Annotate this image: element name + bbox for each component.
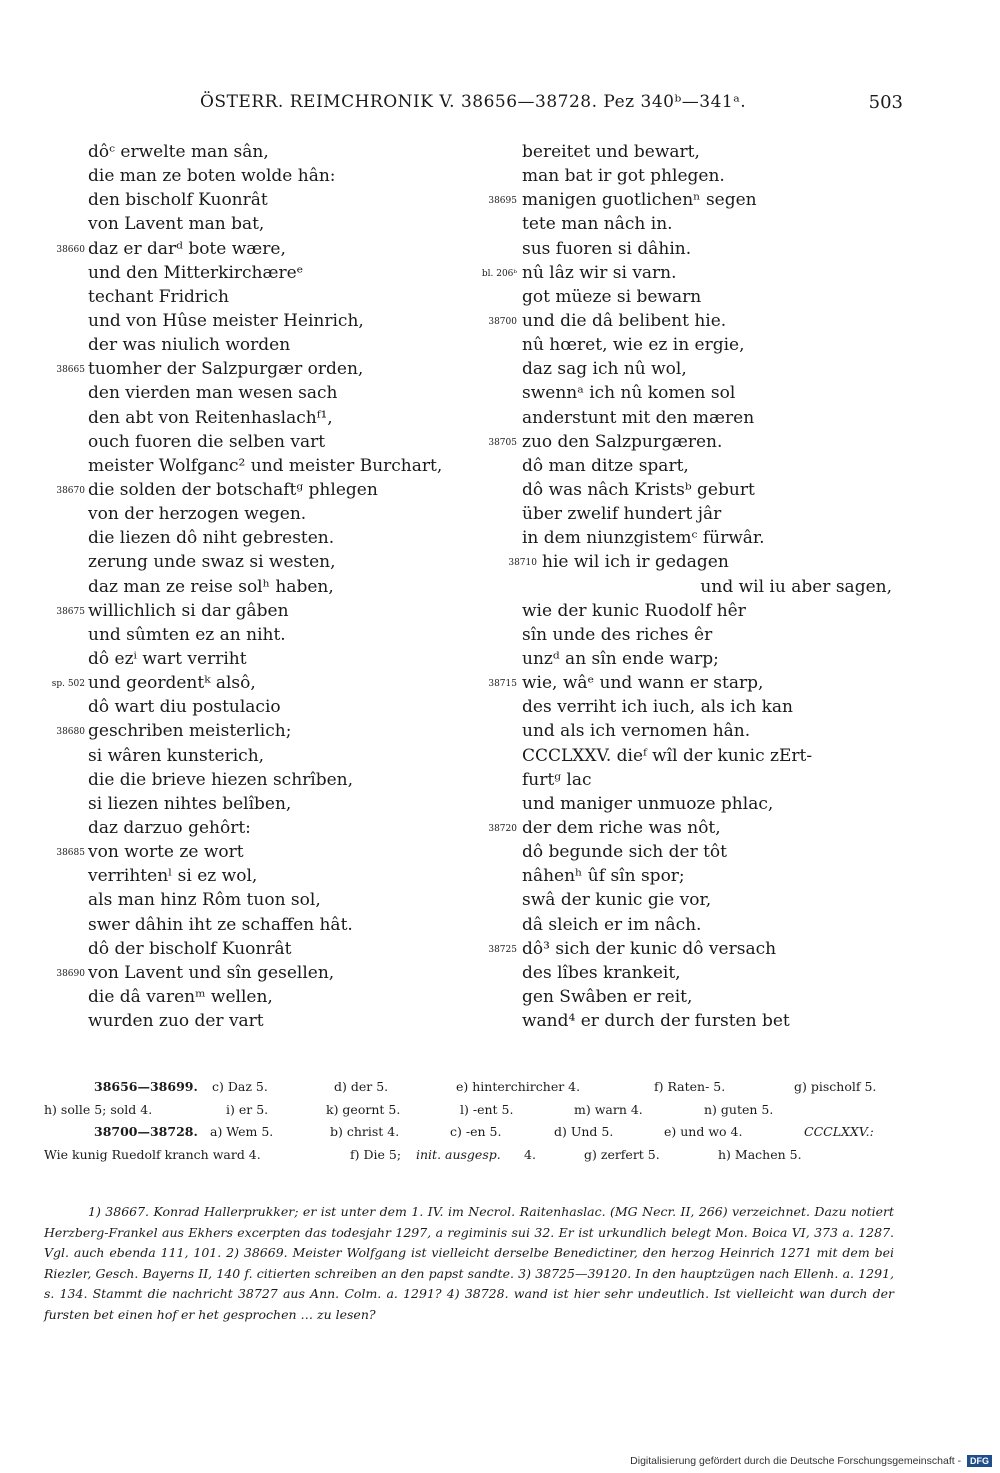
- apparatus-note: d) Und 5.: [554, 1124, 614, 1139]
- verse-text: furtᵍ lac: [522, 769, 592, 790]
- apparatus-note: k) geornt 5.: [326, 1101, 401, 1117]
- verse-text: des lîbes krankeit,: [522, 962, 681, 983]
- verse-text: der dem riche was nôt,: [522, 817, 721, 838]
- apparatus-note: e) und wo 4.: [664, 1124, 743, 1139]
- verse-text: bereitet und bewart,: [522, 142, 700, 162]
- verse-line: [51, 671, 488, 695]
- verse-line: [88, 406, 488, 430]
- apparatus-note: h) Machen 5.: [718, 1146, 802, 1162]
- verse-line: [88, 309, 488, 333]
- verse-line: [88, 333, 488, 357]
- verse-line: [522, 212, 922, 236]
- verse-text: wurden zuo der vart: [88, 1011, 264, 1032]
- verse-line: [522, 888, 922, 912]
- verse-text: willichlich si dar gâben: [88, 600, 289, 621]
- verse-line: [522, 575, 922, 599]
- verse-line: [522, 599, 922, 623]
- verse-text: die liezen dô niht gebresten.: [88, 528, 335, 549]
- dfg-logo: DFG: [967, 1455, 992, 1467]
- verse-text: die solden der botschaftᵍ phlegen: [88, 479, 378, 500]
- apparatus-note: g) zerfert 5.: [584, 1146, 660, 1162]
- verse-text: nû hœret, wie ez in ergie,: [522, 335, 745, 356]
- apparatus-note: h) solle 5; sold 4.: [44, 1101, 153, 1117]
- apparatus-note-italic: init. ausgesp.: [416, 1146, 501, 1162]
- apparatus-note: d) der 5.: [334, 1079, 389, 1094]
- verse-line: [508, 550, 922, 574]
- apparatus-note: CCCLXXV.:: [804, 1124, 874, 1139]
- verse-line: [522, 140, 922, 164]
- header-title: ÖSTERR. REIMCHRONIK V. 38656—38728. Pez 340ᵇ—341ᵃ.: [200, 92, 747, 112]
- apparatus-note: f) Raten- 5.: [654, 1079, 726, 1094]
- line-number: 38725: [488, 944, 517, 955]
- critical-apparatus: [44, 1076, 894, 1166]
- verse-text: swer dâhin iht ze schaffen hât.: [88, 914, 353, 935]
- verse-line: [56, 961, 488, 985]
- verse-line: [488, 309, 922, 333]
- line-number: 38680: [56, 727, 85, 738]
- verse-line: [88, 430, 488, 454]
- verse-text: daz man ze reise solʰ haben,: [88, 576, 334, 597]
- line-number: 38695: [488, 196, 517, 207]
- verse-line: [481, 261, 922, 285]
- verse-line: [56, 719, 488, 743]
- verse-line: [522, 864, 922, 888]
- verse-text: daz darzuo gehôrt:: [88, 817, 251, 838]
- verse-text: und als ich vernomen hân.: [522, 721, 751, 742]
- apparatus-note: b) christ 4.: [330, 1124, 400, 1139]
- verse-line: [88, 768, 488, 792]
- verse-line: [88, 454, 488, 478]
- verse-text: dô man ditze spart,: [522, 455, 689, 476]
- running-header: [0, 92, 1000, 120]
- verse-text: ouch fuoren die selben vart: [88, 431, 326, 452]
- verse-text: wie der kunic Ruodolf hêr: [522, 600, 746, 621]
- verse-text: dô wart diu postulacio: [88, 697, 281, 718]
- verse-line: [56, 478, 488, 502]
- apparatus-note: l) -ent 5.: [460, 1101, 514, 1117]
- verse-line: [522, 285, 922, 309]
- verse-line: [88, 502, 488, 526]
- apparatus-row: [44, 1076, 894, 1099]
- verse-line: [522, 623, 922, 647]
- line-number: 38675: [56, 606, 85, 617]
- verse-text: von der herzogen wegen.: [88, 504, 307, 525]
- apparatus-note: c) Daz 5.: [212, 1079, 268, 1094]
- verse-line: [522, 647, 922, 671]
- apparatus-range: 38656—38699.: [94, 1079, 198, 1094]
- right-verse-column: [481, 140, 922, 1033]
- verse-line: [522, 695, 922, 719]
- verse-text: und den Mitterkirchæreᵉ: [88, 262, 304, 283]
- line-number: 38700: [488, 316, 517, 327]
- verse-text: hie wil ich ir gedagen: [542, 552, 729, 573]
- apparatus-note: n) guten 5.: [704, 1101, 774, 1117]
- verse-text: nû lâz wir si varn.: [522, 262, 677, 283]
- verse-text: wand⁴ er durch der fursten bet: [522, 1011, 790, 1032]
- apparatus-note: i) er 5.: [226, 1101, 269, 1117]
- verse-line: [522, 792, 922, 816]
- verse-text: swâ der kunic gie vor,: [522, 890, 712, 911]
- verse-text: die dâ varenᵐ wellen,: [88, 986, 273, 1007]
- verse-line: [522, 164, 922, 188]
- verse-line: [88, 188, 488, 212]
- verse-text: als man hinz Rôm tuon sol,: [88, 890, 321, 911]
- verse-line: [522, 913, 922, 937]
- verse-line: [88, 1009, 488, 1033]
- line-number: 38715: [488, 679, 517, 690]
- apparatus-row: [44, 1144, 894, 1167]
- line-number: sp. 502: [51, 679, 85, 690]
- verse-line: [88, 744, 488, 768]
- verse-line: [88, 985, 488, 1009]
- line-number: 38665: [56, 365, 85, 376]
- verse-text: tete man nâch in.: [522, 214, 673, 235]
- verse-line: [488, 937, 922, 961]
- verse-line: [88, 792, 488, 816]
- verse-text: des verriht ich iuch, als ich kan: [522, 697, 793, 718]
- apparatus-note: Wie kunig Ruedolf kranch ward 4.: [44, 1146, 261, 1162]
- verse-line: [88, 937, 488, 961]
- verse-line: [88, 164, 488, 188]
- verse-line: [522, 985, 922, 1009]
- line-number: 38720: [488, 823, 517, 834]
- verse-line: [522, 768, 922, 792]
- verse-line: [88, 913, 488, 937]
- verse-text: wie, wâᵉ und wann er starp,: [522, 673, 764, 694]
- footnotes: [44, 1202, 894, 1325]
- verse-text: und sûmten ez an niht.: [88, 624, 286, 645]
- verse-text: und maniger unmuoze phlac,: [522, 793, 774, 814]
- left-verse-column: [51, 140, 488, 1033]
- verse-text: in dem niunzgistemᶜ fürwâr.: [522, 528, 765, 549]
- line-number: 38705: [488, 437, 517, 448]
- verse-text: swennᵃ ich nû komen sol: [522, 383, 736, 404]
- verse-line: [488, 816, 922, 840]
- verse-line: [88, 575, 488, 599]
- verse-text: CCCLXXV. dieᶠ wîl der kunic zErt-: [522, 745, 813, 766]
- verse-text: zerung unde swaz si westen,: [88, 552, 336, 573]
- verse-line: [88, 816, 488, 840]
- verse-text: von Lavent und sîn gesellen,: [88, 962, 335, 983]
- verse-line: [488, 671, 922, 695]
- apparatus-note: a) Wem 5.: [210, 1124, 274, 1139]
- verse-line: [522, 502, 922, 526]
- verse-text: über zwelif hundert jâr: [522, 504, 722, 525]
- verse-text: anderstunt mit den mæren: [522, 407, 755, 428]
- verse-line: [56, 840, 488, 864]
- verse-line: [88, 526, 488, 550]
- verse-text: der was niulich worden: [88, 335, 291, 356]
- verse-line: [56, 599, 488, 623]
- verse-line: [56, 357, 488, 381]
- verse-text: manigen guotlichenⁿ segen: [522, 190, 757, 211]
- verse-line: [522, 526, 922, 550]
- verse-text: dâ sleich er im nâch.: [522, 914, 702, 935]
- verse-text: und von Hûse meister Heinrich,: [88, 310, 364, 331]
- verse-text: daz er darᵈ bote wære,: [88, 238, 286, 259]
- verse-line: [88, 647, 488, 671]
- apparatus-note: e) hinterchircher 4.: [456, 1079, 581, 1094]
- verse-line: [522, 357, 922, 381]
- verse-text: zuo den Salzpurgæren.: [522, 431, 723, 452]
- apparatus-row: [44, 1121, 894, 1144]
- verse-text: geschriben meisterlich;: [88, 721, 292, 742]
- verse-line: [56, 237, 488, 261]
- verse-text: von Lavent man bat,: [88, 214, 265, 235]
- verse-line: [522, 840, 922, 864]
- verse-text: den bischolf Kuonrât: [88, 190, 268, 211]
- verse-line: [522, 381, 922, 405]
- verse-text: und geordentᵏ alsô,: [88, 673, 256, 694]
- verse-text: got müeze si bewarn: [522, 286, 702, 307]
- verse-line: [88, 285, 488, 309]
- verse-line: [488, 430, 922, 454]
- verse-line: [522, 1009, 922, 1033]
- verse-line: [88, 695, 488, 719]
- funding-credit-text: Digitalisierung gefördert durch die Deutsche Forschungsgemeinschaft -: [630, 1455, 962, 1467]
- page-number: 503: [868, 92, 903, 113]
- line-number: 38685: [56, 848, 85, 859]
- verse-text: die die brieve hiezen schrîben,: [88, 769, 354, 790]
- verse-line: [522, 719, 922, 743]
- verse-line: [88, 212, 488, 236]
- line-number: 38710: [508, 558, 537, 569]
- line-number: 38670: [56, 485, 85, 496]
- verse-text: verrihtenˡ si ez wol,: [88, 866, 258, 887]
- verse-text: von worte ze wort: [88, 842, 244, 863]
- verse-text: und wil iu aber sagen,: [700, 576, 892, 597]
- verse-text: dô der bischolf Kuonrât: [88, 938, 292, 959]
- verse-line: [88, 261, 488, 285]
- apparatus-note: f) Die 5;: [350, 1146, 402, 1162]
- verse-text: unzᵈ an sîn ende warp;: [522, 648, 719, 669]
- line-number: 38690: [56, 968, 85, 979]
- verse-text: daz sag ich nû wol,: [522, 359, 687, 380]
- verse-text: si liezen nihtes belîben,: [88, 793, 292, 814]
- verse-line: [522, 333, 922, 357]
- verse-text: dô ezⁱ wart verriht: [88, 648, 247, 669]
- verse-text: si wâren kunsterich,: [88, 745, 265, 766]
- verse-text: sus fuoren si dâhin.: [522, 238, 692, 259]
- verse-line: [522, 961, 922, 985]
- verse-text: techant Fridrich: [88, 286, 229, 307]
- verse-text: sîn unde des riches êr: [522, 624, 713, 645]
- verse-text: meister Wolfganc² und meister Burchart,: [88, 455, 443, 476]
- verse-text: und die dâ belibent hie.: [522, 310, 727, 331]
- verse-text: tuomher der Salzpurgær orden,: [88, 359, 364, 380]
- verse-line: [522, 454, 922, 478]
- apparatus-note: g) pischolf 5.: [794, 1079, 877, 1094]
- footnote-text: 1) 38667. Konrad Hallerprukker; er ist unter dem 1. IV. im Necrol. Raitenhaslac. (MG Necr. II, 266) verzeichnet. Dazu notiert Herzberg-Frankel aus Ekhers excerpten das todesjahr 1297, a regiminis sui 32. Er ist urkundlich belegt Mon. Boica VI, 373 a. 1287. Vgl. auch ebenda 111, 101. 2) 38669. Meister Wolfgang ist vielleicht derselbe Benedictiner, den herzog Heinrich 1271 mit dem bei Riezler, Gesch. Bayerns II, 140 f. citierten schreiben an den papst sandte. 3) 38725—39120. In den hauptzügen nach Ellenh. a. 1291, s. 134. Stammt die nachricht 38727 aus Ann. Colm. a. 1291? 4) 38728. wand ist hier sehr undeutlich. Ist vielleicht wan durch der fursten bet einen hof er het gesprochen … zu lesen?: [44, 1204, 894, 1322]
- verse-text: dô was nâch Kristsᵇ geburt: [522, 479, 755, 500]
- verse-text: dô³ sich der kunic dô versach: [522, 938, 777, 959]
- verse-text: nâhenʰ ûf sîn spor;: [522, 866, 685, 887]
- verse-line: [88, 864, 488, 888]
- verse-text: den vierden man wesen sach: [88, 383, 338, 404]
- verse-line: [88, 140, 488, 164]
- verse-line: [88, 550, 488, 574]
- verse-line: [522, 478, 922, 502]
- apparatus-range: 38700—38728.: [94, 1124, 198, 1139]
- apparatus-note: 4.: [524, 1146, 536, 1162]
- verse-line: [522, 406, 922, 430]
- verse-line: [88, 888, 488, 912]
- line-number: bl. 206ᵇ: [481, 268, 517, 279]
- apparatus-note: m) warn 4.: [574, 1101, 643, 1117]
- verse-line: [522, 237, 922, 261]
- verse-text: man bat ir got phlegen.: [522, 166, 725, 187]
- verse-text: die man ze boten wolde hân:: [88, 166, 336, 187]
- apparatus-note: c) -en 5.: [450, 1124, 502, 1139]
- verse-text: dôᶜ erwelte man sân,: [88, 142, 269, 162]
- verse-text: dô begunde sich der tôt: [522, 842, 727, 863]
- verse-line: [88, 381, 488, 405]
- verse-line: [88, 623, 488, 647]
- verse-text: gen Swâben er reit,: [522, 986, 693, 1007]
- apparatus-row: [44, 1099, 894, 1122]
- verse-text: den abt von Reitenhaslachᶠ¹,: [88, 407, 333, 428]
- funding-credit: [630, 1455, 992, 1467]
- verse-line: [488, 188, 922, 212]
- verse-line: [522, 744, 922, 768]
- line-number: 38660: [56, 244, 85, 255]
